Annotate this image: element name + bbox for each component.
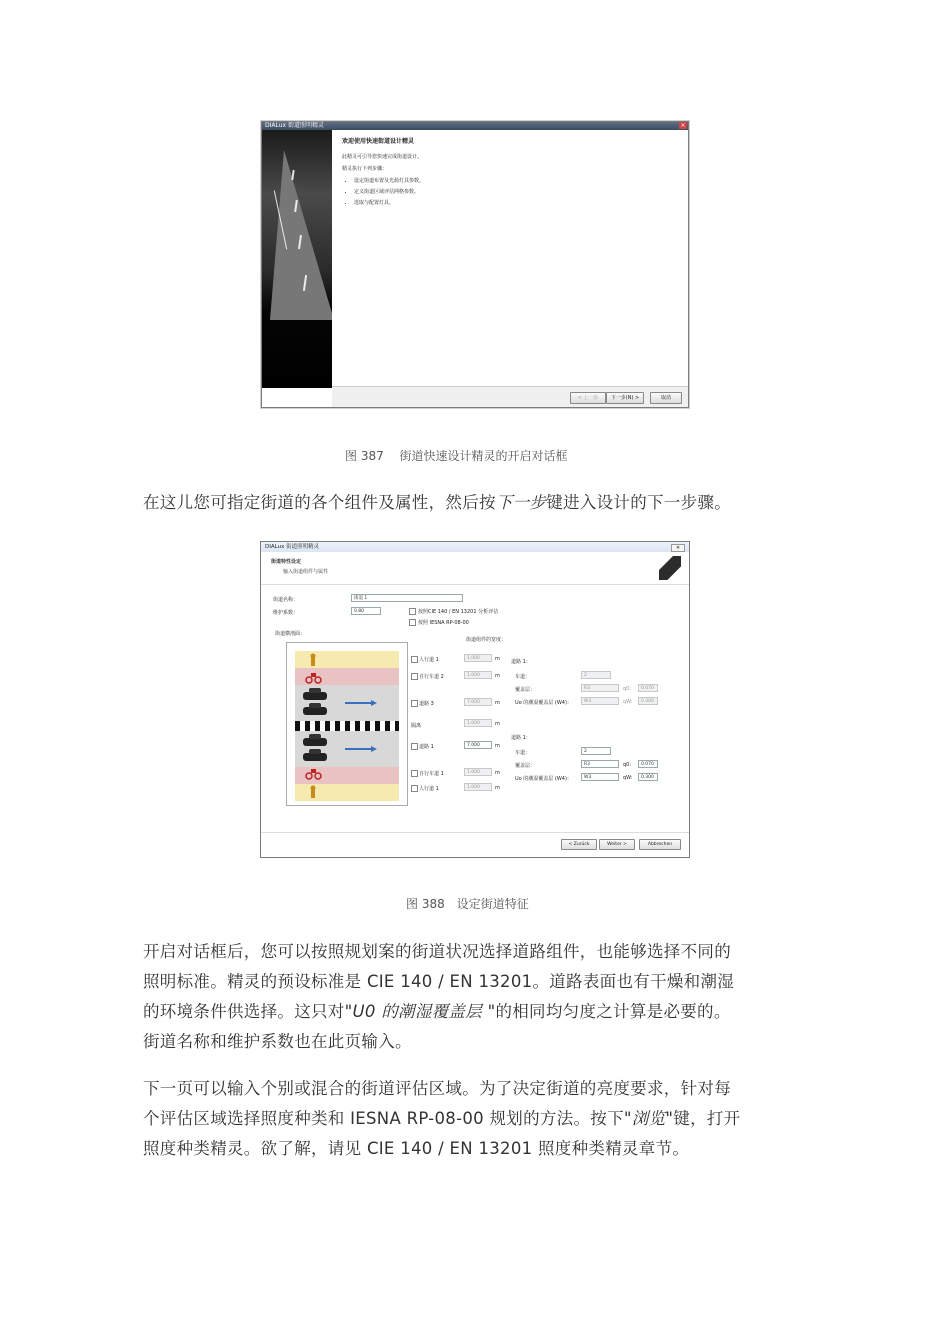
text-run: 在这儿您可指定街道的各个组件及属性，然后按 bbox=[143, 493, 496, 512]
unit-label: m bbox=[495, 721, 500, 727]
arrow-right-icon bbox=[345, 700, 377, 706]
street-settings-dialog bbox=[260, 541, 690, 858]
text-run: 的相同均匀度之计算是必要的。 bbox=[495, 1002, 731, 1021]
lanes-input[interactable]: 2 bbox=[581, 671, 611, 679]
road-night-image bbox=[262, 130, 332, 388]
text-line: 街道名称和维护系数也在此页输入。 bbox=[143, 1032, 412, 1051]
unit-label: m bbox=[495, 770, 500, 776]
cancel-button[interactable]: 取消 bbox=[650, 392, 682, 404]
lanes-label: 车道： bbox=[515, 674, 531, 680]
unit-label: m bbox=[495, 743, 500, 749]
element-label: 人行道 1 bbox=[419, 657, 439, 663]
qw-label: qW: bbox=[623, 775, 633, 781]
dialog-title: DIALux 街道照明精灵 bbox=[265, 122, 324, 129]
steps-list bbox=[342, 177, 424, 206]
text-line: 照明标准。精灵的预设标准是 CIE 140 / EN 13201。道路表面也有干燥和潮湿 bbox=[143, 972, 735, 991]
text-line bbox=[143, 997, 813, 1027]
bicycle-icon bbox=[306, 769, 321, 779]
element-width-input[interactable]: 1.000 bbox=[464, 654, 492, 662]
footer-divider bbox=[261, 832, 689, 833]
list-item: • 选取与配置灯具。 bbox=[354, 199, 424, 206]
iesna-checkbox[interactable] bbox=[409, 619, 416, 626]
element-width-input[interactable]: 1.000 bbox=[464, 671, 492, 679]
unit-label: m bbox=[495, 656, 500, 662]
wizard-start-dialog bbox=[261, 121, 689, 408]
text-line bbox=[143, 1104, 813, 1134]
header-subtitle: 输入街道组件与属性 bbox=[283, 569, 329, 575]
q0-label: q0: bbox=[623, 762, 632, 768]
list-item: • 定义街道区域评估网格参数。 bbox=[354, 188, 424, 195]
street-cross-section[interactable] bbox=[286, 642, 408, 806]
element-checkbox[interactable] bbox=[411, 673, 418, 680]
car-icon bbox=[303, 703, 327, 715]
iesna-option-label: 按照 IESNA RP-08-00 bbox=[418, 620, 469, 626]
unit-label: m bbox=[495, 700, 500, 706]
bicycle-icon bbox=[306, 673, 321, 683]
uo-wet-select[interactable]: W3 bbox=[581, 773, 619, 781]
maintenance-factor-input[interactable]: 0.80 bbox=[351, 607, 381, 615]
car-icon bbox=[303, 734, 327, 746]
element-checkbox[interactable] bbox=[411, 785, 418, 792]
element-label: 自行车道 2 bbox=[419, 674, 444, 680]
surface-select[interactable]: R3 bbox=[581, 684, 619, 692]
text-run: 键，打开 bbox=[673, 1109, 741, 1128]
text-line: 下一页可以输入个别或混合的街道评估区域。为了决定街道的亮度要求，针对每 bbox=[143, 1079, 731, 1098]
qw-label: qW: bbox=[623, 699, 633, 705]
element-width-input[interactable]: 7.000 bbox=[464, 741, 492, 749]
surface-select[interactable]: R3 bbox=[581, 760, 619, 768]
dialog-heading: 欢迎使用快速街道设计精灵 bbox=[342, 138, 415, 145]
header-title: 街道特性设定 bbox=[271, 559, 302, 565]
dialog-titlebar bbox=[262, 122, 688, 130]
cie-option-label: 按照CIE 140 / EN 13201 分析评估 bbox=[418, 609, 499, 615]
element-checkbox[interactable] bbox=[411, 700, 418, 707]
next-button[interactable]: Weiter > bbox=[599, 839, 635, 850]
emphasis-text: "U0 的潮湿覆盖层 " bbox=[344, 1002, 496, 1021]
road-logo-icon bbox=[659, 556, 681, 580]
element-width-input[interactable]: 7.000 bbox=[464, 698, 492, 706]
uo-wet-select[interactable]: W3 bbox=[581, 697, 619, 705]
element-checkbox[interactable] bbox=[411, 770, 418, 777]
dialog-content bbox=[342, 136, 424, 210]
street-icons bbox=[287, 643, 407, 805]
steps-title: 精灵执行下列步骤： bbox=[342, 166, 388, 172]
dialog-title: DIALux 街道照明精灵 bbox=[265, 544, 320, 550]
surface-label: 覆盖层： bbox=[515, 687, 536, 693]
text-run: 键进入设计的下一步骤。 bbox=[546, 493, 732, 512]
dialog-header bbox=[261, 552, 689, 585]
close-icon[interactable]: × bbox=[680, 122, 686, 129]
cancel-button[interactable]: Abbrechen bbox=[639, 839, 681, 850]
q0-label: q0: bbox=[623, 686, 632, 692]
close-icon[interactable]: ✕ bbox=[671, 544, 685, 552]
element-label: 隔离 bbox=[411, 723, 422, 729]
back-button[interactable]: < Zurück bbox=[561, 839, 597, 850]
pedestrian-icon bbox=[311, 786, 316, 799]
profile-label: 街道横剖面： bbox=[275, 631, 306, 637]
element-label: 道路 3 bbox=[419, 701, 434, 707]
text-line: 开启对话框后，您可以按照规划案的街道状况选择道路组件，也能够选择不同的 bbox=[143, 942, 731, 961]
maintenance-factor-label: 维护系数： bbox=[273, 610, 299, 616]
next-button[interactable]: 下一步(N) > bbox=[606, 392, 644, 404]
car-icon bbox=[303, 749, 327, 761]
lanes-label: 车道： bbox=[515, 750, 531, 756]
list-item: • 设定街道布置及光源灯具参数。 bbox=[354, 177, 424, 184]
pedestrian-icon bbox=[311, 654, 316, 667]
qw-input[interactable]: 0.300 bbox=[638, 697, 658, 705]
figure-caption: 图 388 设定街道特征 bbox=[406, 897, 529, 911]
element-label: 道路 1 bbox=[419, 744, 434, 750]
back-button[interactable]: < 上一步 bbox=[570, 392, 606, 404]
qw-input[interactable]: 0.300 bbox=[638, 773, 658, 781]
road-title: 道路 1： bbox=[511, 659, 531, 665]
car-icon bbox=[303, 688, 327, 700]
element-width-input[interactable]: 1.000 bbox=[464, 719, 492, 727]
lanes-input[interactable]: 2 bbox=[581, 747, 611, 755]
uo-wet-label: Uo 的潮湿覆盖层 (W4)： bbox=[515, 776, 572, 782]
text-run: 的环境条件供选择。这只对 bbox=[143, 1002, 345, 1021]
unit-label: m bbox=[495, 785, 500, 791]
figure-caption: 图 387 街道快速设计精灵的开启对话框 bbox=[345, 449, 568, 463]
paragraph-intro bbox=[143, 488, 813, 518]
street-name-label: 街道名称： bbox=[273, 597, 299, 603]
dialog-intro: 此精灵可引导您快速完成街道设计。 bbox=[342, 154, 423, 160]
text-line: 照度种类精灵。欲了解，请见 CIE 140 / EN 13201 照度种类精灵章节。 bbox=[143, 1139, 690, 1158]
cie-checkbox[interactable] bbox=[409, 608, 416, 615]
widths-label: 街道组件的宽度： bbox=[466, 637, 507, 643]
unit-label: m bbox=[495, 673, 500, 679]
text-run: 个评估区域选择照度种类和 IESNA RP-08-00 规划的方法。按下 bbox=[143, 1109, 624, 1128]
element-label: 自行车道 1 bbox=[419, 771, 444, 777]
arrow-right-icon bbox=[345, 746, 377, 752]
element-checkbox[interactable] bbox=[411, 743, 418, 750]
emphasis-text: "浏览" bbox=[623, 1109, 674, 1128]
q0-input[interactable]: 0.070 bbox=[638, 684, 658, 692]
element-checkbox[interactable] bbox=[411, 656, 418, 663]
dialog-footer bbox=[332, 386, 688, 407]
element-width-input[interactable]: 1.000 bbox=[464, 783, 492, 791]
element-label: 人行道 1 bbox=[419, 786, 439, 792]
q0-input[interactable]: 0.070 bbox=[638, 760, 658, 768]
uo-wet-label: Uo 的潮湿覆盖层 (W4)： bbox=[515, 700, 572, 706]
street-name-input[interactable]: 街道 1 bbox=[351, 594, 463, 602]
surface-label: 覆盖层： bbox=[515, 763, 536, 769]
paragraph-next-page bbox=[143, 1074, 813, 1164]
element-width-input[interactable]: 1.000 bbox=[464, 768, 492, 776]
emphasis-text: 下一步 bbox=[495, 493, 547, 512]
paragraph-description bbox=[143, 937, 813, 1057]
road-title: 道路 1： bbox=[511, 735, 531, 741]
